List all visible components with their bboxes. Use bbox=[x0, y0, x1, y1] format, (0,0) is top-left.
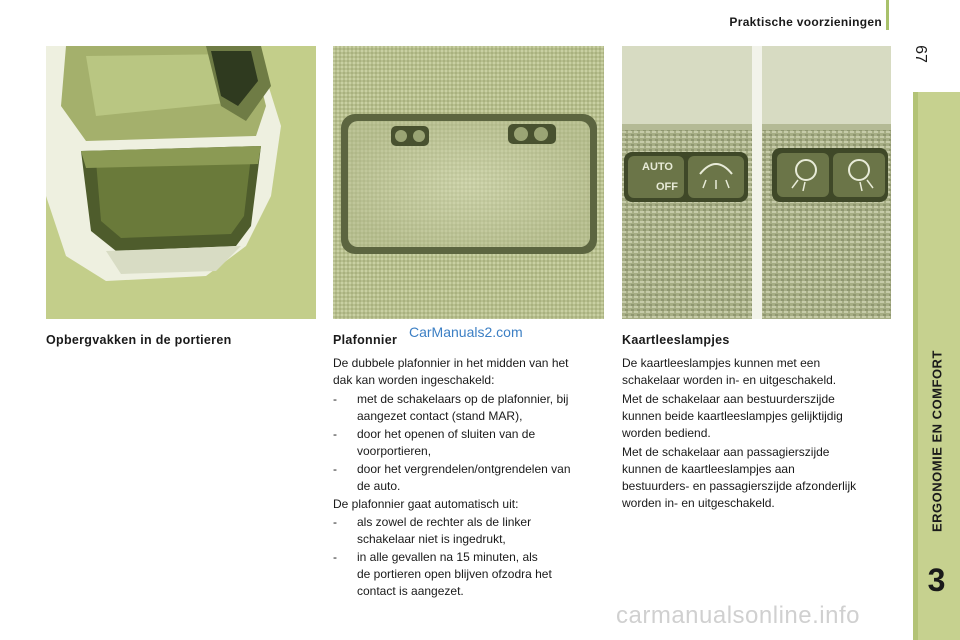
list-item-line: als zowel de rechter als de linker bbox=[357, 515, 532, 529]
list-item-line: in alle gevallen na 15 minuten, als bbox=[357, 550, 538, 564]
list-item-line: schakelaar niet is ingedrukt, bbox=[357, 532, 506, 546]
auto-label: AUTO bbox=[642, 161, 673, 173]
chapter-tab bbox=[913, 92, 960, 640]
list-item-line: de portieren open blijven ofzodra het bbox=[357, 567, 552, 581]
map-lights-illustration bbox=[622, 46, 891, 319]
heading-door-storage: Opbergvakken in de portieren bbox=[46, 333, 232, 347]
p3-line: Met de schakelaar aan passagierszijde bbox=[622, 445, 830, 459]
list-item-line: met de schakelaars op de plafonnier, bij bbox=[357, 392, 569, 406]
p3-line: bestuurders- en passagierszijde afzonderlijk bbox=[622, 479, 857, 493]
map-lights-drawing bbox=[622, 46, 891, 319]
bullet-dash: - bbox=[333, 515, 337, 529]
door-storage-drawing bbox=[46, 46, 316, 319]
intro-line-1: De dubbele plafonnier in het midden van het bbox=[333, 356, 569, 370]
list-item-line: de auto. bbox=[357, 479, 401, 493]
intro-line-2: dak kan worden ingeschakeld: bbox=[333, 373, 495, 387]
page-number: 67 bbox=[912, 45, 929, 63]
p1-line: De kaartleeslampjes kunnen met een bbox=[622, 356, 821, 370]
header-rule bbox=[886, 0, 889, 30]
intro2-line: De plafonnier gaat automatisch uit: bbox=[333, 497, 519, 511]
list-item-line: contact is aangezet. bbox=[357, 584, 464, 598]
chapter-title: ERGONOMIE EN COMFORT bbox=[929, 350, 945, 532]
heading-ceiling-light: Plafonnier bbox=[333, 333, 398, 347]
ceiling-light-illustration bbox=[333, 46, 604, 319]
p2-line: Met de schakelaar aan bestuurderszijde bbox=[622, 392, 835, 406]
section-title: Praktische voorzieningen bbox=[729, 15, 882, 29]
p3-line: kunnen de kaartleeslampjes aan bbox=[622, 462, 795, 476]
list-item-line: door het openen of sluiten van de bbox=[357, 427, 536, 441]
chapter-tab-stripe bbox=[913, 92, 918, 640]
bullet-dash: - bbox=[333, 550, 337, 564]
p2-line: kunnen beide kaartleeslampjes gelijktijdig bbox=[622, 409, 843, 423]
footer-watermark: carmanualsonline.info bbox=[616, 602, 860, 629]
heading-map-lights: Kaartleeslampjes bbox=[622, 333, 730, 347]
door-storage-illustration bbox=[46, 46, 316, 319]
p2-line: worden bediend. bbox=[622, 426, 711, 440]
watermark-carmanuals2: CarManuals2.com bbox=[409, 324, 523, 340]
p3-line: worden in- en uitgeschakeld. bbox=[622, 496, 775, 510]
chapter-number: 3 bbox=[927, 562, 946, 598]
list-item-line: voorportieren, bbox=[357, 444, 432, 458]
off-label: OFF bbox=[656, 181, 678, 193]
bullet-dash: - bbox=[333, 462, 337, 476]
bullet-dash: - bbox=[333, 392, 337, 406]
p1-line: schakelaar worden in- en uitgeschakeld. bbox=[622, 373, 837, 387]
ceiling-light-drawing bbox=[333, 46, 604, 319]
bullet-dash: - bbox=[333, 427, 337, 441]
list-item-line: door het vergrendelen/ontgrendelen van bbox=[357, 462, 571, 476]
list-item-line: aangezet contact (stand MAR), bbox=[357, 409, 523, 423]
